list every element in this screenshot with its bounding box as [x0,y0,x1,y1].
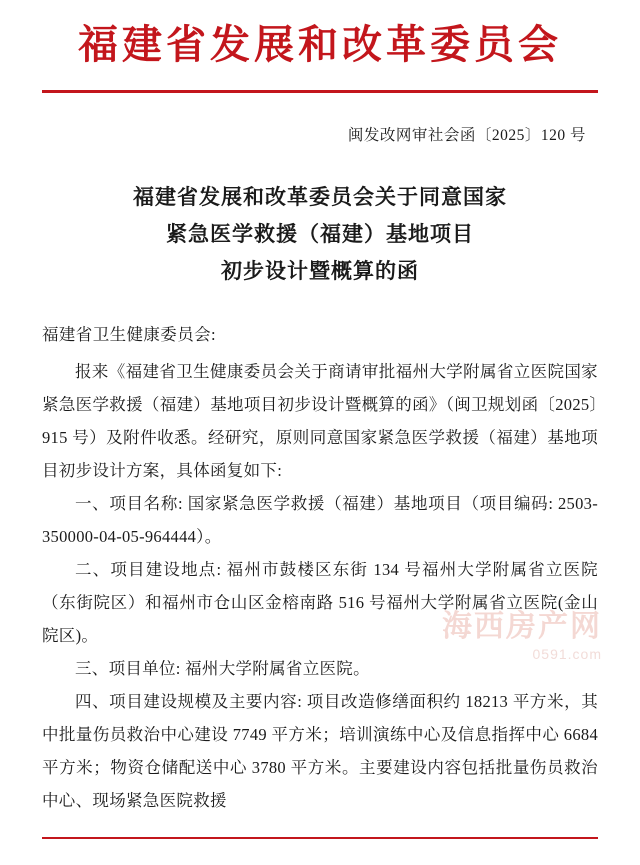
document-title-line-2: 紧急医学救援（福建）基地项目 [166,221,474,246]
masthead-title: 福建省发展和改革委员会 [78,22,562,67]
paragraph-item-2: 二、项目建设地点: 福州市鼓楼区东街 134 号福州大学附属省立医院（东街院区）和福州市仓山区金榕南路 516 号福州大学附属省立医院(金山院区)。 [42,560,598,646]
document-number: 闽发改网审社会函〔2025〕120 号 [347,127,586,144]
paragraph-item-1: 一、项目名称: 国家紧急医学救援（福建）基地项目（项目编码: 2503-350000-04-05-964444）。 [42,494,598,547]
recipient-line: 福建省卫生健康委员会: [42,325,216,345]
document-body [42,355,598,817]
watermark-sub-text: 0591.com [532,646,602,662]
masthead-divider [42,90,598,93]
paragraph-item-4: 四、项目建设规模及主要内容: 项目改造修缮面积约 18213 平方米，其中批量伤员救治中心建设 7749 平方米；培训演练中心及信息指挥中心 6684 平方米；物资仓储配送中心 3780 平方米。主要建设内容包括批量伤员救治中心、现场紧急医院救援 [42,692,598,811]
masthead [42,0,598,93]
document-title [42,179,598,289]
document-title-line-3: 初步设计暨概算的函 [221,258,419,283]
document-title-line-1: 福建省发展和改革委员会关于同意国家 [133,185,507,209]
paragraph-item-3: 三、项目单位: 福州大学附属省立医院。 [75,659,370,679]
footer-divider [42,837,598,839]
paragraph-intro: 报来《福建省卫生健康委员会关于商请审批福州大学附属省立医院国家紧急医学救援（福建）基地项目初步设计暨概算的函》（闽卫规划函〔2025〕915 号）及附件收悉。经研究，原则同意国家紧急医学救援（福建）基地项目初步设计方案，具体函复如下: [42,362,598,481]
watermark-main-text: 海西房产网 [442,610,602,643]
